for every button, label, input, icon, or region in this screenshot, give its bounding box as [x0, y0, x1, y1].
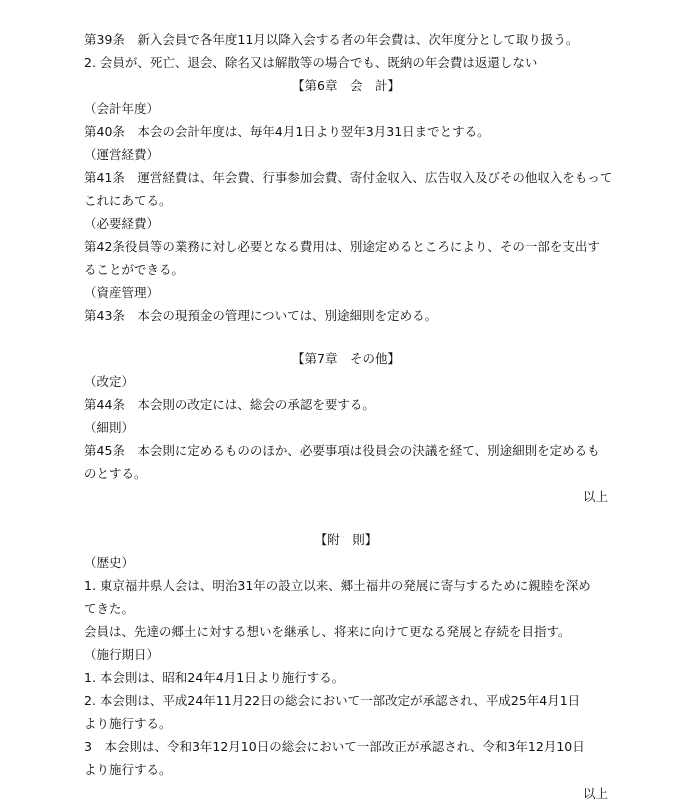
chapter-7-heading: 【第7章 その他】: [292, 351, 400, 366]
section-label-amendment: （改定）: [84, 374, 135, 389]
supplementary-provisions-heading: 【附 則】: [314, 532, 378, 547]
article-44-line: 第44条 本会則の改定には、総会の承認を要する。: [84, 397, 375, 412]
article-43-line: 第43条 本会の現預金の管理については、別途細則を定める。: [84, 308, 438, 323]
article-41-line-1: 第41条 運営経費は、年会費、行事参加会費、寄付金収入、広告収入及びその他収入をもって: [84, 170, 613, 185]
article-45-line-2: のとする。: [84, 466, 147, 481]
section-label-operating-expenses: （運営経費）: [84, 147, 160, 162]
article-39-clause-2: 2. 会員が、死亡、退会、除名又は解散等の場合でも、既納の年会費は返還しない: [84, 55, 538, 70]
article-42-line-1: 第42条役員等の業務に対し必要となる費用は、別途定めるところにより、その一部を支出す: [84, 239, 600, 254]
article-45-line-1: 第45条 本会則に定めるもののほか、必要事項は役員会の決議を経て、別途細則を定めるも: [84, 443, 600, 458]
history-item-1-line-1: 1. 東京福井県人会は、明治31年の設立以来、郷土福井の発展に寄与するために親睦を深め: [84, 578, 591, 593]
effective-item-2-line-1: 2. 本会則は、平成24年11月22日の総会において一部改定が承認され、平成25年4月1日: [84, 693, 581, 708]
section-label-bylaws: （細則）: [84, 420, 135, 435]
effective-item-3-line-1: 3 本会則は、令和3年12月10日の総会において一部改正が承認され、令和3年12月10日: [84, 739, 585, 754]
history-item-1-line-2: てきた。: [84, 601, 135, 616]
effective-item-3-line-2: より施行する。: [84, 762, 172, 777]
end-mark-main: 以上: [582, 489, 608, 504]
article-42-line-2: ることができる。: [84, 262, 185, 277]
section-label-effective-date: （施行期日）: [84, 647, 160, 662]
section-label-fiscal-year: （会計年度）: [84, 101, 160, 116]
article-39-line: 第39条 新入会員で各年度11月以降入会する者の年会費は、次年度分として取り扱う。: [84, 32, 579, 47]
article-41-line-2: これにあてる。: [84, 193, 172, 208]
chapter-6-heading: 【第6章 会 計】: [292, 78, 400, 93]
effective-item-2-line-2: より施行する。: [84, 716, 172, 731]
history-members-line: 会員は、先達の郷土に対する想いを継承し、将来に向けて更なる発展と存続を目指す。: [84, 624, 571, 639]
article-40-line: 第40条 本会の会計年度は、毎年4月1日より翌年3月31日までとする。: [84, 124, 490, 139]
end-mark-supplementary: 以上: [582, 786, 608, 801]
section-label-necessary-expenses: （必要経費）: [84, 216, 160, 231]
section-label-history: （歴史）: [84, 555, 135, 570]
effective-item-1: 1. 本会則は、昭和24年4月1日より施行する。: [84, 670, 345, 685]
section-label-asset-management: （資産管理）: [84, 285, 160, 300]
